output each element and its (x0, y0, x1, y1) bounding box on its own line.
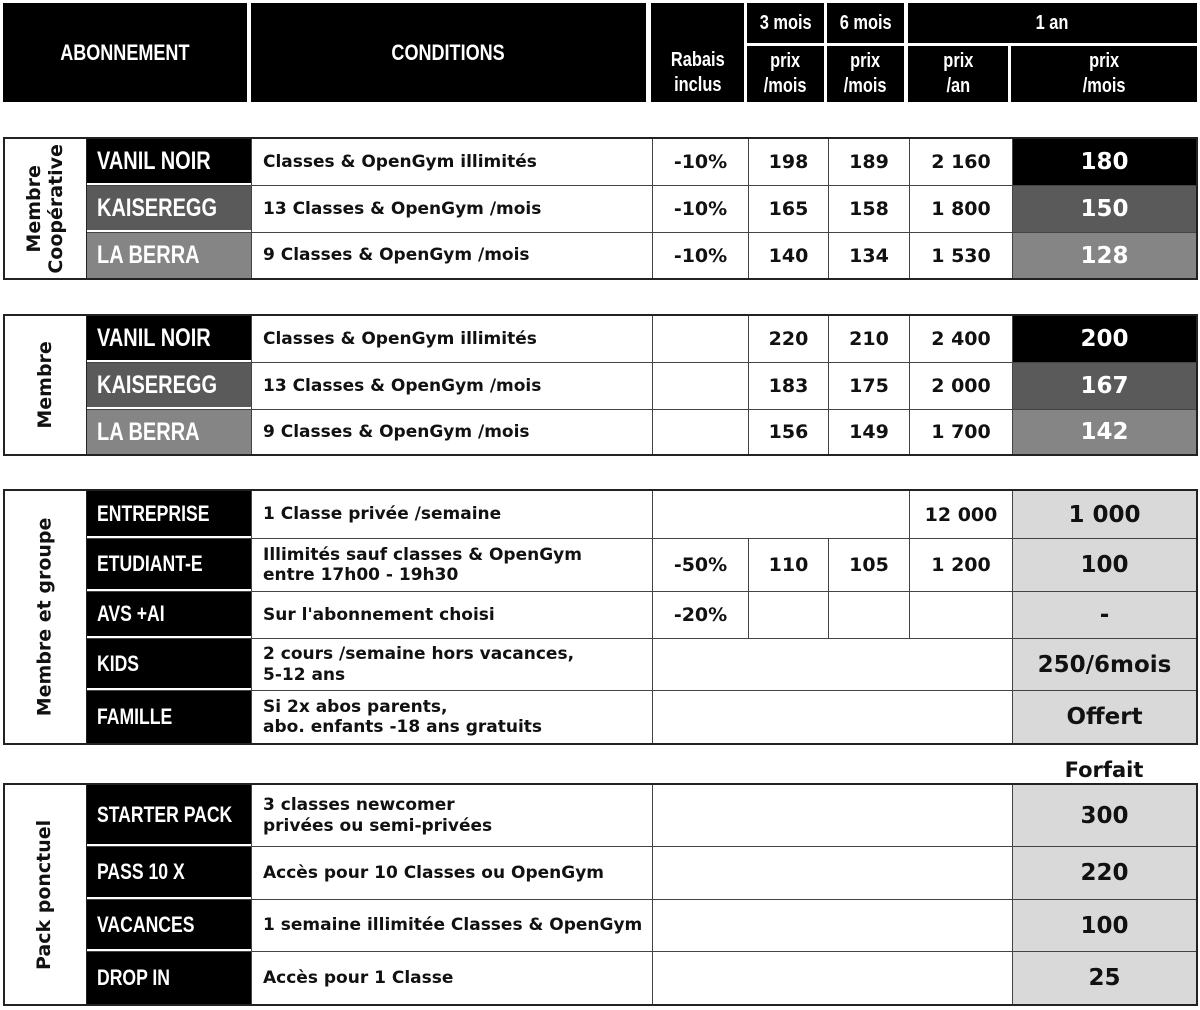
price-an-cell: 2 160 (909, 139, 1012, 185)
price-3mois-cell (748, 592, 828, 638)
rabais-cell: -10% (652, 186, 748, 232)
table-row (87, 316, 1196, 363)
price-6mois-cell: 158 (828, 186, 909, 232)
table-row (87, 363, 1196, 410)
table-row (87, 410, 1196, 454)
price-6mois-cell: 105 (828, 539, 909, 591)
price-an-cell: 1 530 (909, 233, 1012, 278)
header-1an-prix-mois-label: prix /mois (1082, 50, 1126, 97)
rabais-cell (652, 410, 748, 454)
header-conditions (251, 3, 646, 102)
table-row (87, 785, 1196, 847)
group-pack-ponctuel (3, 783, 1198, 1006)
header-3mois (747, 3, 824, 43)
group-label (5, 785, 87, 1004)
price-an-mois-cell: 1 000 (1012, 491, 1196, 538)
plan-name (87, 785, 251, 846)
price-an-mois-cell: 142 (1012, 410, 1196, 454)
price-an-cell: 12 000 (909, 491, 1012, 538)
header-1an-prix-an (908, 46, 1008, 102)
rabais-cell (652, 316, 748, 362)
header-abonnement-label: ABONNEMENT (60, 39, 190, 65)
price-an-mois-cell: 167 (1012, 363, 1196, 409)
header-abonnement (3, 3, 247, 102)
conditions-cell: Accès pour 1 Classe (251, 952, 652, 1004)
price-3mois-cell: 140 (748, 233, 828, 278)
price-3mois-cell: 220 (748, 316, 828, 362)
group-label-text: Pack ponctuel (33, 819, 56, 970)
table-row (87, 491, 1196, 539)
plan-name-text: LA BERRA (97, 241, 200, 269)
conditions-cell: 13 Classes & OpenGym /mois (251, 363, 652, 409)
table-row (87, 592, 1196, 639)
price-an-cell: 2 400 (909, 316, 1012, 362)
price-6mois-cell: 189 (828, 139, 909, 185)
group-label (5, 139, 87, 278)
conditions-cell: Classes & OpenGym illimités (251, 139, 652, 185)
price-6mois-cell: 149 (828, 410, 909, 454)
empty-cell (652, 785, 1012, 846)
plan-name-text: STARTER PACK (97, 801, 233, 827)
empty-cell (652, 691, 1012, 743)
conditions-cell: 1 Classe privée /semaine (251, 491, 652, 538)
price-3mois-cell: 198 (748, 139, 828, 185)
price-an-cell: 1 200 (909, 539, 1012, 591)
header-1an (908, 3, 1197, 43)
price-an-mois-cell: 250/6mois (1012, 639, 1196, 690)
plan-name-text: ENTREPRISE (97, 500, 210, 526)
plan-name (87, 233, 251, 278)
rabais-cell: -10% (652, 233, 748, 278)
header-6mois-label: 6 mois (839, 11, 892, 34)
header-conditions-label: CONDITIONS (391, 39, 506, 65)
price-6mois-cell (828, 592, 909, 638)
header-3mois-prix (747, 46, 824, 102)
table-row (87, 186, 1196, 233)
conditions-cell: 3 classes newcomer privées ou semi-privées (251, 785, 652, 846)
price-6mois-cell: 175 (828, 363, 909, 409)
plan-name (87, 316, 251, 362)
plan-name-text: DROP IN (97, 965, 171, 990)
price-an-mois-cell: - (1012, 592, 1196, 638)
group-label (5, 316, 87, 454)
plan-name-text: KAISEREGG (97, 193, 218, 222)
group-label-text: Membre et groupe (33, 517, 56, 717)
plan-name-text: KIDS (97, 650, 140, 676)
empty-cell (652, 900, 1012, 951)
plan-name (87, 491, 251, 538)
price-an-mois-cell: 100 (1012, 539, 1196, 591)
price-6mois-cell: 134 (828, 233, 909, 278)
price-3mois-cell: 165 (748, 186, 828, 232)
forfait-price-cell: 100 (1012, 900, 1196, 951)
plan-name-text: VACANCES (97, 911, 195, 937)
header-6mois-prix (827, 46, 904, 102)
conditions-cell: 9 Classes & OpenGym /mois (251, 233, 652, 278)
conditions-cell: Accès pour 10 Classes ou OpenGym (251, 847, 652, 899)
conditions-cell: 1 semaine illimitée Classes & OpenGym (251, 900, 652, 951)
price-an-mois-cell: 200 (1012, 316, 1196, 362)
table-row (87, 900, 1196, 952)
plan-name (87, 539, 251, 591)
plan-name (87, 847, 251, 899)
forfait-price-cell: 300 (1012, 785, 1196, 846)
plan-name (87, 139, 251, 185)
conditions-cell: Illimités sauf classes & OpenGym entre 17h00 - 19h30 (251, 539, 652, 591)
price-an-mois-cell: 150 (1012, 186, 1196, 232)
price-3mois-cell: 156 (748, 410, 828, 454)
plan-name (87, 363, 251, 409)
group-membre-et-groupe (3, 489, 1198, 745)
price-an-mois-cell: 128 (1012, 233, 1196, 278)
plan-name-text: PASS 10 X (97, 859, 185, 884)
rabais-cell: -20% (652, 592, 748, 638)
plan-name-text: VANIL NOIR (97, 323, 211, 352)
plan-name (87, 691, 251, 743)
forfait-price-cell: 25 (1012, 952, 1196, 1004)
plan-name (87, 186, 251, 232)
table-row (87, 952, 1196, 1004)
rabais-cell: -10% (652, 139, 748, 185)
header-rabais-label: Rabais inclus (670, 48, 725, 96)
conditions-cell: 9 Classes & OpenGym /mois (251, 410, 652, 454)
header-6mois-prix-label: prix /mois (844, 50, 887, 97)
forfait-price-cell: 220 (1012, 847, 1196, 899)
conditions-cell: 13 Classes & OpenGym /mois (251, 186, 652, 232)
rabais-cell: -50% (652, 539, 748, 591)
group-label (5, 491, 87, 743)
plan-name (87, 639, 251, 690)
table-row (87, 639, 1196, 691)
price-an-cell: 2 000 (909, 363, 1012, 409)
table-row (87, 139, 1196, 186)
conditions-cell: 2 cours /semaine hors vacances, 5-12 ans (251, 639, 652, 690)
plan-name (87, 900, 251, 951)
plan-name-text: LA BERRA (97, 417, 200, 446)
group-membre-cooperative (3, 137, 1198, 280)
plan-name (87, 410, 251, 454)
header-6mois (827, 3, 904, 43)
header-1an-prix-an-label: prix /an (942, 50, 974, 97)
plan-name (87, 592, 251, 638)
group-label-text: Membre (33, 341, 56, 429)
header-1an-label: 1 an (1036, 11, 1069, 34)
table-row (87, 691, 1196, 743)
price-an-cell: 1 700 (909, 410, 1012, 454)
plan-name-text: AVS +AI (97, 601, 165, 626)
price-an-mois-cell: Offert (1012, 691, 1196, 743)
empty-cell (652, 491, 909, 538)
empty-cell (652, 639, 1012, 690)
plan-name-text: FAMILLE (97, 704, 173, 729)
group-label-text: Membre Coopérative (22, 143, 67, 274)
price-6mois-cell: 210 (828, 316, 909, 362)
plan-name (87, 952, 251, 1004)
empty-cell (652, 952, 1012, 1004)
conditions-cell: Si 2x abos parents, abo. enfants -18 ans gratuits (251, 691, 652, 743)
price-an-cell (909, 592, 1012, 638)
header-3mois-label: 3 mois (759, 11, 812, 34)
forfait-label: Forfait (1064, 758, 1144, 782)
table-row (87, 539, 1196, 592)
conditions-cell: Sur l'abonnement choisi (251, 592, 652, 638)
price-an-cell: 1 800 (909, 186, 1012, 232)
price-an-mois-cell: 180 (1012, 139, 1196, 185)
plan-name-text: VANIL NOIR (97, 146, 211, 175)
header-rabais (651, 3, 744, 102)
header-3mois-prix-label: prix /mois (764, 50, 807, 97)
plan-name-text: ETUDIANT-E (97, 551, 203, 576)
group-membre (3, 314, 1198, 456)
table-row (87, 233, 1196, 278)
header-1an-prix-mois (1011, 46, 1197, 102)
price-3mois-cell: 110 (748, 539, 828, 591)
rabais-cell (652, 363, 748, 409)
empty-cell (652, 847, 1012, 899)
plan-name-text: KAISEREGG (97, 370, 218, 399)
conditions-cell: Classes & OpenGym illimités (251, 316, 652, 362)
price-3mois-cell: 183 (748, 363, 828, 409)
table-row (87, 847, 1196, 900)
